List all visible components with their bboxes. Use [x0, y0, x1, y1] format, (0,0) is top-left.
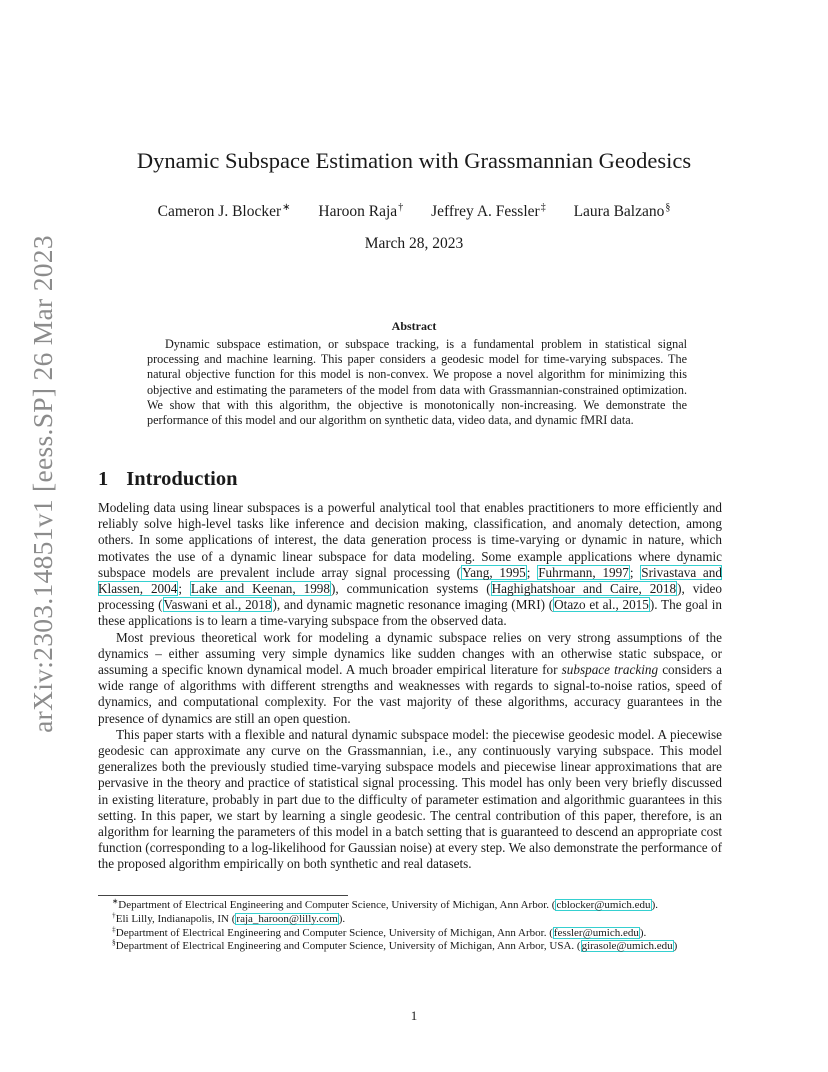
footnote-text: ).: [651, 899, 658, 911]
author: [158, 202, 291, 222]
footnote: [98, 937, 722, 954]
email-link[interactable]: raja_haroon@lilly.com: [236, 912, 338, 925]
author: [574, 202, 671, 222]
footnote: [98, 896, 722, 913]
text-run: Most previous theoretical work for modeling a dynamic subspace relies on very strong assumptions of the dynamics – either assuming very simple dynamics like sudden changes with an otherwise static subspace, or assuming a specific known dynamical model. A much broader empirical literature for: [98, 629, 722, 678]
intro-body: [98, 500, 722, 873]
abstract-heading: Abstract: [391, 319, 437, 333]
footnote: [98, 910, 722, 927]
text-run: ). The goal in these applications is to learn a time-varying subspace from the observed data.: [98, 597, 722, 629]
email-link[interactable]: fessler@umich.edu: [553, 926, 639, 939]
author-mark: ‡: [540, 201, 546, 213]
footnote-text: Department of Electrical Engineering and Computer Science, University of Michigan, Ann Arbor. (: [115, 926, 553, 939]
paper-title: Dynamic Subspace Estimation with Grassmannian Geodesics: [136, 148, 692, 173]
author-name: Laura Balzano: [573, 203, 665, 220]
paragraph: This paper starts with a flexible and natural dynamic subspace model: the piecewise geodesic model. A piecewise geodesic can approximate any curve on the Grassmannian, i.e., any continuously varying subspace. This model generalizes both the previously studied time-varying subspace models and piecewise linear approximations that are pervasive in the theory and practice of statistical signal processing. This model has only been very briefly discussed in existing literature, probably in part due to the difficulty of parameter estimation and algorithmic guarantees in this setting. In this paper, we start by learning a single geodesic. The central contribution of this paper, therefore, is an algorithm for learning the parameters of this model in a batch setting that is guaranteed to descend an appropriate cost function (corresponding to a log-likelihood for Gaussian noise) at every step. We also demonstrate the performance of the proposed algorithm empirically on both synthetic and real datasets.: [98, 726, 722, 872]
citation-link[interactable]: Yang, 1995: [462, 564, 526, 580]
footnote-text: Department of Electrical Engineering and Computer Science, University of Michigan, Ann Arbor. (: [118, 899, 556, 911]
text-run: ), and dynamic magnetic resonance imaging (MRI) (: [272, 597, 554, 613]
footnote: [98, 923, 722, 941]
author: [431, 202, 546, 222]
author-list: [0, 202, 828, 222]
author-name: Jeffrey A. Fessler: [431, 203, 540, 220]
footnote-mark: ∗: [112, 896, 119, 906]
text-run: considers a wide range of algorithms with different strengths and weaknesses with regards to signal-to-noise ratios, speed of dynamics, and computational complexity. For the vast majority of these algorithms, accuracy guarantees in the presence of dynamics are still an open question.: [98, 662, 722, 726]
author: [318, 202, 403, 222]
citation-link[interactable]: Srivastava and Klassen, 2004: [98, 564, 722, 597]
text-run: ;: [629, 564, 641, 580]
section-title: Introduction: [126, 468, 238, 490]
footnote-text: Department of Electrical Engineering and Computer Science, University of Michigan, Ann Arbor, USA. (: [115, 940, 581, 953]
page-number: 1: [410, 1008, 418, 1023]
footnote-mark: ‡: [112, 923, 116, 933]
section-heading: [98, 466, 238, 492]
footnote-mark: †: [112, 910, 116, 920]
footnote-rule: [98, 895, 348, 896]
author-name: Cameron J. Blocker: [157, 203, 282, 220]
arxiv-stamp-text: arXiv:2303.14851v1 [eess.SP] 26 Mar 2023: [27, 235, 59, 733]
citation-link[interactable]: Fuhrmann, 1997: [538, 564, 629, 580]
citation-link[interactable]: Haghighatshoar and Caire, 2018: [491, 581, 677, 597]
author-name: Haroon Raja: [318, 203, 398, 220]
paragraph: [98, 630, 722, 727]
email-link[interactable]: cblocker@umich.edu: [556, 899, 651, 911]
text-run: ), video processing (: [98, 581, 722, 613]
footnote-text: ).: [639, 926, 647, 939]
citation-link[interactable]: Otazo et al., 2015: [554, 597, 649, 613]
author-mark: †: [398, 201, 404, 213]
footnote-text: ).: [338, 912, 346, 925]
footnote-text: Eli Lilly, Indianapolis, IN (: [115, 912, 236, 925]
footnotes: [98, 896, 722, 954]
paper-date: March 28, 2023: [364, 235, 464, 252]
footnote-text: ): [673, 940, 678, 953]
arxiv-stamp: [22, 235, 64, 733]
citation-link[interactable]: Vaswani et al., 2018: [163, 597, 272, 613]
text-run: ), communication systems (: [330, 581, 491, 597]
abstract-text: Dynamic subspace estimation, or subspace tracking, is a fundamental problem in statistical signal processing and machine learning. This paper considers a geodesic model for time-varying subspaces. The natural objective function for this model is non-convex. We propose a novel algorithm for minimizing this objective and estimating the parameters of the model from data with Grassmannian-constrained optimization. We show that with this algorithm, the objective is monotonically non-increasing. We demonstrate the performance of this model and our algorithm on synthetic data, video data, and dynamic fMRI data.: [147, 337, 687, 428]
footnote-mark: §: [112, 937, 116, 947]
citation-link[interactable]: Lake and Keenan, 1998: [190, 581, 330, 597]
author-mark: ∗: [282, 201, 291, 213]
author-mark: §: [665, 201, 671, 213]
section-number: 1: [98, 468, 109, 490]
text-run: Modeling data using linear subspaces is a powerful analytical tool that enables practitioners to more efficiently and reliably solve high-level tasks like inference and decision making, classification, and anomaly detection, among others. In some applications of interest, the data generation process is time-varying or dynamic in nature, which motivates the use of a dynamic linear subspace for data modeling. Some example applications where dynamic subspace models are prevalent include array signal processing (: [98, 500, 722, 580]
paragraph: [98, 500, 722, 630]
text-run: ;: [526, 564, 538, 580]
text-run: ;: [178, 581, 190, 597]
emphasis-text: subspace tracking: [561, 662, 659, 678]
email-link[interactable]: girasole@umich.edu: [581, 940, 673, 953]
